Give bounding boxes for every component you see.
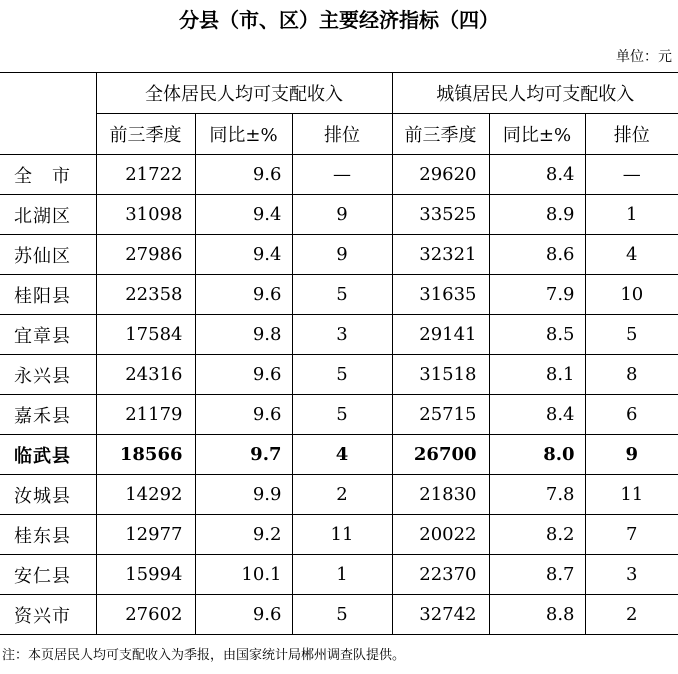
all-yoy-value: 10.1 [195,555,292,595]
all-rank-value: 2 [292,475,392,515]
header-urban-rank: 排位 [585,114,678,155]
table-row [0,315,678,355]
table-row [0,515,678,555]
all-income-value: 14292 [96,475,195,515]
all-rank-value: 9 [292,235,392,275]
all-rank-value: — [292,155,392,195]
region-name: 嘉禾县 [0,395,96,435]
urban-yoy-value: 8.5 [489,315,585,355]
urban-yoy-value: 8.1 [489,355,585,395]
region-name: 临武县 [0,435,96,475]
region-name: 全 市 [0,155,96,195]
table-row [0,355,678,395]
all-income-value: 17584 [96,315,195,355]
header-group-urban-residents: 城镇居民人均可支配收入 [392,73,678,114]
urban-yoy-value: 8.7 [489,555,585,595]
all-income-value: 18566 [96,435,195,475]
urban-rank-value: 10 [585,275,678,315]
table-row [0,435,678,475]
all-yoy-value: 9.9 [195,475,292,515]
urban-rank-value: 5 [585,315,678,355]
all-rank-value: 11 [292,515,392,555]
all-yoy-value: 9.4 [195,235,292,275]
urban-rank-value: 7 [585,515,678,555]
region-name: 北湖区 [0,195,96,235]
urban-income-value: 31635 [392,275,489,315]
urban-income-value: 29620 [392,155,489,195]
all-yoy-value: 9.7 [195,435,292,475]
urban-income-value: 21830 [392,475,489,515]
urban-income-value: 29141 [392,315,489,355]
urban-income-value: 22370 [392,555,489,595]
table-row [0,395,678,435]
all-yoy-value: 9.6 [195,355,292,395]
all-rank-value: 5 [292,595,392,635]
urban-income-value: 32742 [392,595,489,635]
all-income-value: 21722 [96,155,195,195]
urban-yoy-value: 7.9 [489,275,585,315]
urban-yoy-value: 8.6 [489,235,585,275]
urban-rank-value: 9 [585,435,678,475]
all-yoy-value: 9.6 [195,595,292,635]
all-income-value: 22358 [96,275,195,315]
all-income-value: 21179 [96,395,195,435]
urban-income-value: 25715 [392,395,489,435]
region-name: 桂阳县 [0,275,96,315]
all-yoy-value: 9.4 [195,195,292,235]
all-rank-value: 5 [292,395,392,435]
economic-indicators-table [0,72,678,635]
table-row [0,155,678,195]
header-corner-lower [0,114,96,155]
urban-yoy-value: 8.0 [489,435,585,475]
urban-rank-value: 3 [585,555,678,595]
header-row-subcolumns [0,114,678,155]
footnote: 注：本页居民人均可支配收入为季报，由国家统计局郴州调查队提供。 [2,648,406,663]
all-yoy-value: 9.2 [195,515,292,555]
all-income-value: 27602 [96,595,195,635]
all-income-value: 24316 [96,355,195,395]
urban-yoy-value: 8.4 [489,155,585,195]
urban-yoy-value: 7.8 [489,475,585,515]
urban-income-value: 26700 [392,435,489,475]
header-urban-first-three-quarters: 前三季度 [392,114,489,155]
urban-income-value: 31518 [392,355,489,395]
urban-rank-value: 6 [585,395,678,435]
header-rank: 排位 [292,114,392,155]
header-group-all-residents: 全体居民人均可支配收入 [96,73,392,114]
all-income-value: 12977 [96,515,195,555]
all-rank-value: 3 [292,315,392,355]
region-name: 汝城县 [0,475,96,515]
all-income-value: 15994 [96,555,195,595]
all-yoy-value: 9.8 [195,315,292,355]
header-first-three-quarters: 前三季度 [96,114,195,155]
all-rank-value: 9 [292,195,392,235]
region-name: 苏仙区 [0,235,96,275]
header-row-groups [0,73,678,114]
region-name: 永兴县 [0,355,96,395]
urban-yoy-value: 8.9 [489,195,585,235]
all-income-value: 31098 [96,195,195,235]
table-row [0,555,678,595]
table-row [0,275,678,315]
table-row [0,595,678,635]
table-row [0,475,678,515]
region-name: 桂东县 [0,515,96,555]
urban-rank-value: — [585,155,678,195]
all-income-value: 27986 [96,235,195,275]
urban-yoy-value: 8.2 [489,515,585,555]
table-row [0,195,678,235]
all-yoy-value: 9.6 [195,395,292,435]
all-rank-value: 1 [292,555,392,595]
region-name: 资兴市 [0,595,96,635]
urban-rank-value: 8 [585,355,678,395]
header-corner [0,73,96,114]
all-yoy-value: 9.6 [195,155,292,195]
urban-yoy-value: 8.8 [489,595,585,635]
urban-rank-value: 1 [585,195,678,235]
urban-yoy-value: 8.4 [489,395,585,435]
urban-income-value: 20022 [392,515,489,555]
unit-label: 单位：元 [616,49,672,65]
urban-rank-value: 2 [585,595,678,635]
urban-rank-value: 11 [585,475,678,515]
urban-rank-value: 4 [585,235,678,275]
all-yoy-value: 9.6 [195,275,292,315]
table-row [0,235,678,275]
urban-income-value: 32321 [392,235,489,275]
page-title: 分县（市、区）主要经济指标（四） [179,8,499,32]
all-rank-value: 5 [292,355,392,395]
region-name: 安仁县 [0,555,96,595]
all-rank-value: 4 [292,435,392,475]
urban-income-value: 33525 [392,195,489,235]
header-yoy-change: 同比±% [195,114,292,155]
all-rank-value: 5 [292,275,392,315]
region-name: 宜章县 [0,315,96,355]
header-urban-yoy-change: 同比±% [489,114,585,155]
